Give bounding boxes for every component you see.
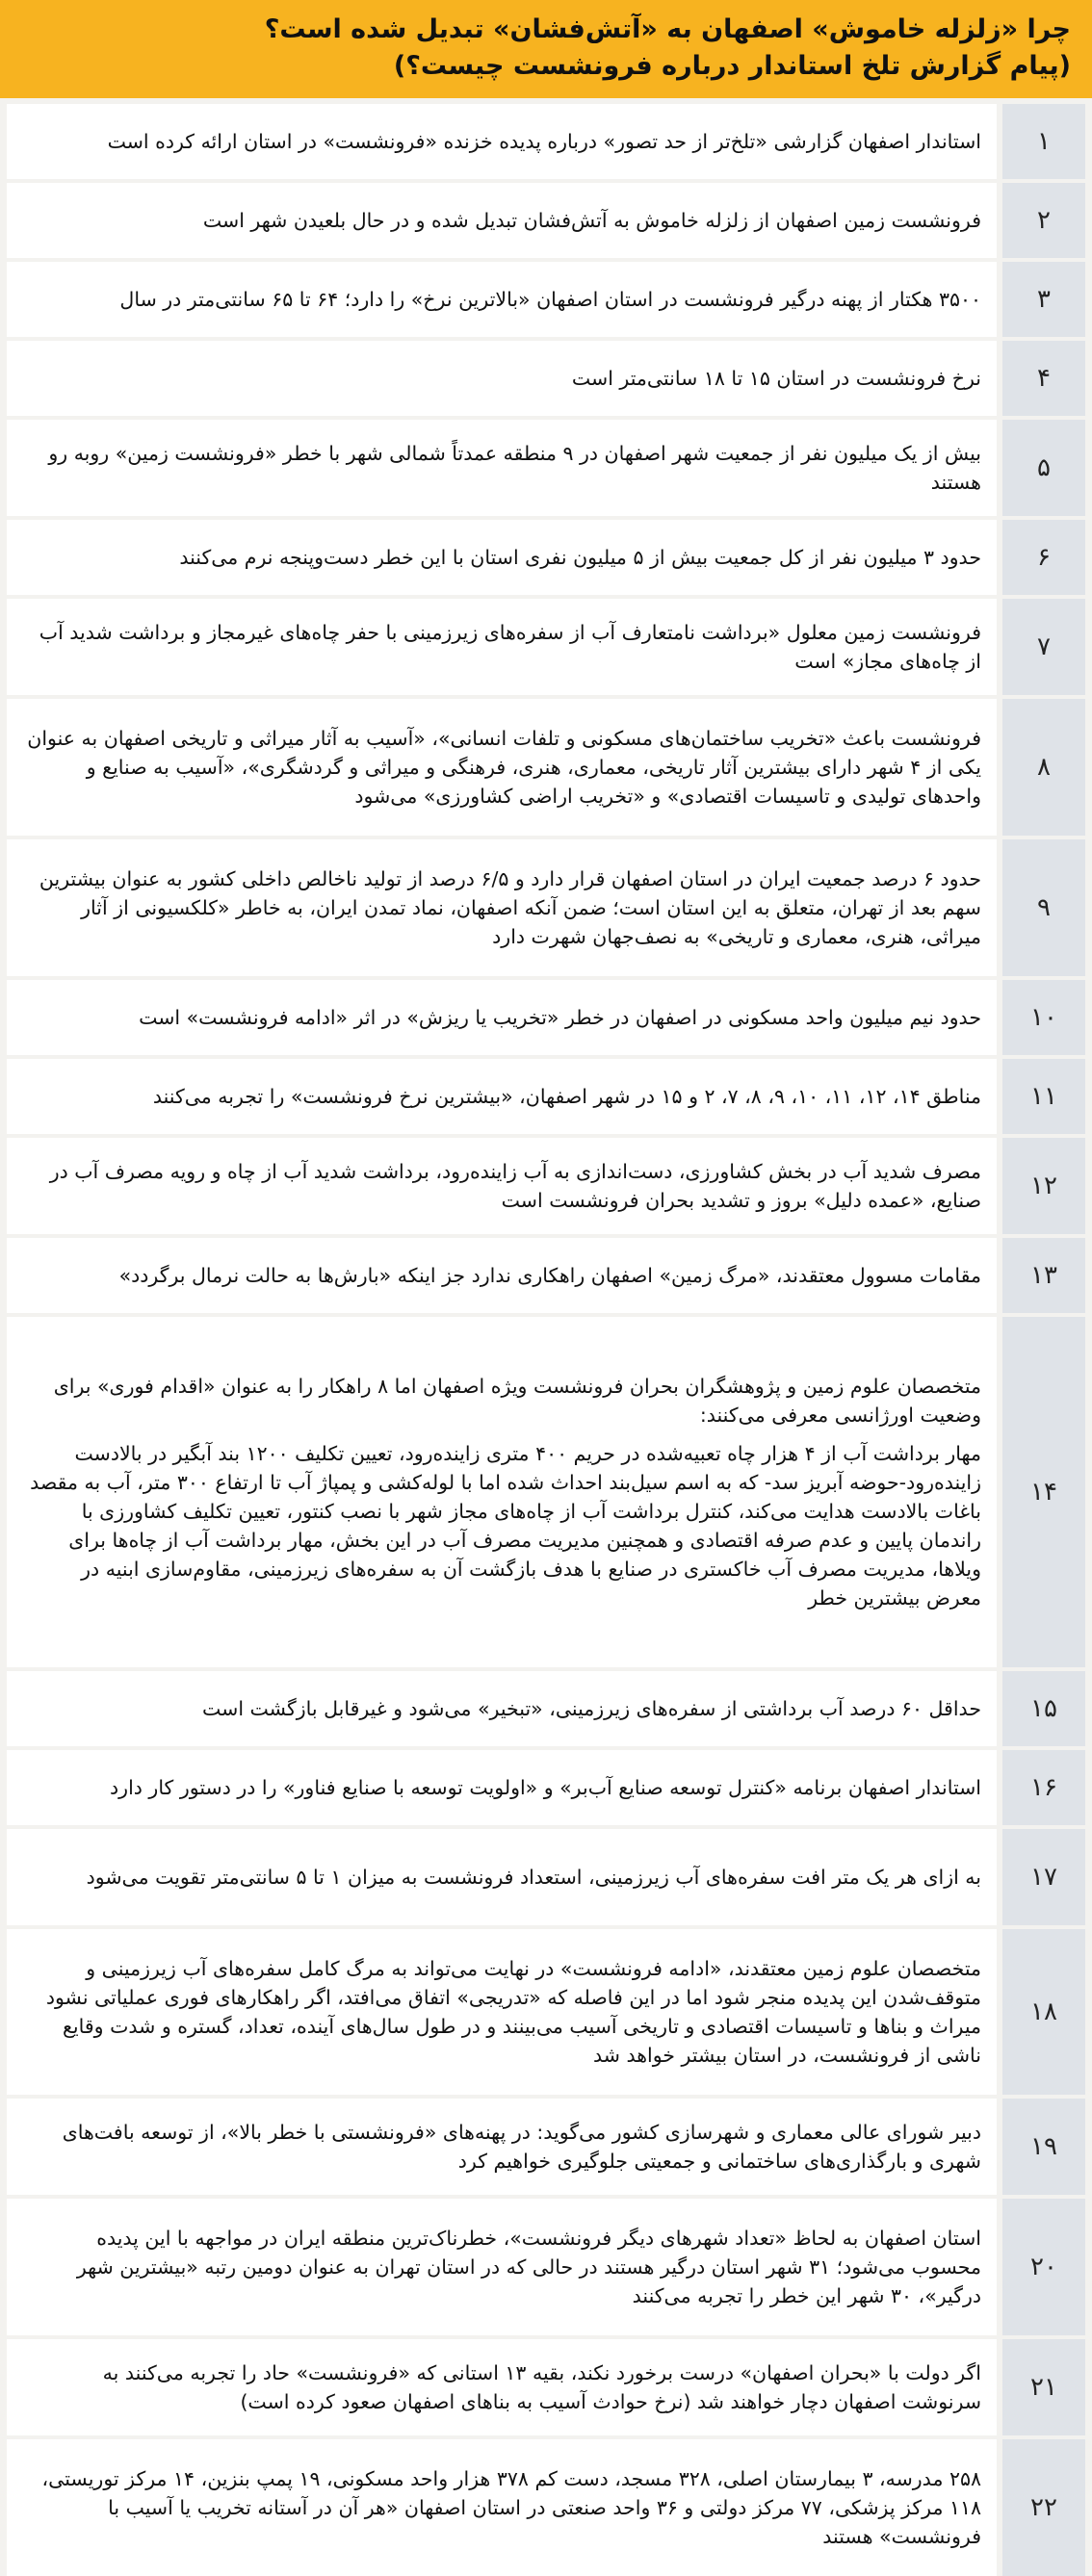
row-text: مقامات مسوول معتقدند، «مرگ زمین» اصفهان راهکاری ندارد جز اینکه «بارش‌ها به حالت نرمال برگردد» (118, 1264, 981, 1287)
row-number: ۱۷ (1002, 1829, 1085, 1925)
row-number: ۸ (1002, 699, 1085, 836)
row-text: فرونشست زمین اصفهان از زلزله خاموش به آتش‌فشان تبدیل شده و در حال بلعیدن شهر است (202, 209, 981, 232)
row-number: ۱۸ (1002, 1929, 1085, 2095)
table-row (7, 1317, 1085, 1667)
row-number: ۹ (1002, 839, 1085, 976)
row-number: ۶ (1002, 520, 1085, 595)
table-row (7, 2439, 1085, 2576)
row-text: اگر دولت با «بحران اصفهان» درست برخورد نکند، بقیه ۱۳ استانی که «فرونشست» حاد را تجربه می‌کنند به سرنوشت اصفهان دچار خواهند شد (نرخ حوادث آسیب به بناهای اصفهان صعود کرده است) (102, 2361, 981, 2413)
row-text: بیش از یک میلیون نفر از جمعیت شهر اصفهان در ۹ منطقه عمدتاً شمالی شهر با خطر «فرونشست زمین» روبه رو هستند (48, 442, 981, 494)
row-text: نرخ فرونشست در استان ۱۵ تا ۱۸ سانتی‌متر است (571, 367, 981, 390)
table-row (7, 980, 1085, 1055)
row-number: ۴ (1002, 341, 1085, 416)
row-text-cell (7, 1671, 997, 1746)
row-text-cell (7, 2099, 997, 2195)
row-text: مناطق ۱۴، ۱۲، ۱۱، ۱۰، ۹، ۸، ۷، ۲ و ۱۵ در شهر اصفهان، «بیشترین نرخ فرونشست» را تجربه می‌کنند (152, 1085, 981, 1108)
table-row (7, 2099, 1085, 2195)
table-row (7, 341, 1085, 416)
header-banner (0, 0, 1092, 98)
row-number: ۳ (1002, 262, 1085, 337)
table-row (7, 1138, 1085, 1234)
row-text: فرونشست باعث «تخریب ساختمان‌های مسکونی و تلفات انسانی»، «آسیب به آثار میراثی و تاریخی اصفهان به عنوان یکی از ۴ شهر دارای بیشترین آثار تاریخی، معماری، هنری، فرهنگی و میراثی و گردشگری»، «آسیب به صنایع و واحدهای تولیدی و تاسیسات اقتصادی» و «تخریب اراضی کشاورزی» می‌شود (27, 727, 981, 808)
row-number: ۱۱ (1002, 1059, 1085, 1134)
table-row (7, 183, 1085, 258)
table-row (7, 1929, 1085, 2095)
row-text-detail: مهار برداشت آب از ۴ هزار چاه تعبیه‌شده در حریم ۴۰۰ متری زاینده‌رود، تعیین تکلیف ۱۲۰۰ بند آبگیر در بالادست زاینده‌رود-حوضه آبریز سد- که به اسم سیل‌بند احداث شده اما با لوله‌کشی و پمپاژ آب تا ارتفاع ۳۰۰ متر، آب به مقصد باغات بالادست هدایت می‌کند، کنترل برداشت آب از چاه‌های مجاز شهر با نصب کنتور، تعیین تکلیف کشاورزی با راندمان پایین و عدم صرفه اقتصادی و همچنین مدیریت مصرف آب در این بخش، مهار برداشت آب از چاه‌ها برای ویلاها، مدیریت مصرف آب خاکستری در صنایع با هدف بازگشت آن به سفره‌های زیرزمینی، مقاوم‌سازی ابنیه در معرض بیشترین خطر (30, 1442, 981, 1610)
row-text: حداقل ۶۰ درصد آب برداشتی از سفره‌های زیرزمینی، «تبخیر» می‌شود و غیرقابل بازگشت است (202, 1697, 981, 1720)
page-subtitle: (پیام گزارش تلخ استاندار درباره فرونشست چیست؟) (393, 51, 1071, 81)
row-text-cell (7, 1929, 997, 2095)
row-number: ۲۰ (1002, 2199, 1085, 2335)
row-text: ۲۵۸ مدرسه، ۳ بیمارستان اصلی، ۳۲۸ مسجد، دست کم ۳۷۸ هزار واحد مسکونی، ۱۹ پمپ بنزین، ۱۴ مرکز توریستی، ۱۱۸ مرکز پزشکی، ۷۷ مرکز دولتی و ۳۶ واحد صنعتی در استان اصفهان «هر آن در آستانه تخریب یا آسیب با فرونشست» هستند (41, 2467, 981, 2548)
row-number: ۱۳ (1002, 1238, 1085, 1313)
table-row (7, 599, 1085, 695)
row-number: ۲ (1002, 183, 1085, 258)
row-number: ۷ (1002, 599, 1085, 695)
row-number: ۱۶ (1002, 1750, 1085, 1825)
row-text: حدود ۶ درصد جمعیت ایران در استان اصفهان قرار دارد و ۶/۵ درصد از تولید ناخالص داخلی کشور به عنوان بیشترین سهم بعد از تهران، متعلق به این استان است؛ ضمن آنکه اصفهان، نماد تمدن ایران، به خاطر «کلکسیونی از آثار میراثی، هنری، معماری و تاریخی» به نصف‌جهان شهرت دارد (39, 867, 981, 948)
row-text: متخصصان علوم زمین معتقدند، «ادامه فرونشست» در نهایت می‌تواند به مرگ کامل سفره‌های آب زیرزمینی و متوقف‌شدن این پدیده منجر شود اما در این فاصله که «تدریجی» اتفاق می‌افتد، اگر راهکارهای فوری عملیاتی نشود میراث و بناها و تاسیسات اقتصادی و تاریخی آسیب می‌بینند و در طول سال‌های آینده، تعداد، گستره و شدت وقایع ناشی از فرونشست، در استان بیشتر خواهد شد (45, 1957, 981, 2067)
row-text-cell (7, 1238, 997, 1313)
row-number: ۱ (1002, 104, 1085, 179)
row-text-cell (7, 699, 997, 836)
row-text-cell (7, 262, 997, 337)
table-row (7, 1671, 1085, 1746)
page-title: چرا «زلزله خاموش» اصفهان به «آتش‌فشان» تبدیل شده است؟ (264, 14, 1071, 44)
row-text: دبیر شورای عالی معماری و شهرسازی کشور می‌گوید: در پهنه‌های «فرونشستی با خطر بالا»، از توسعه بافت‌های شهری و بارگذاری‌های ساختمانی و جمعیتی جلوگیری خواهیم کرد (62, 2121, 981, 2173)
row-text: حدود نیم میلیون واحد مسکونی در اصفهان در خطر «تخریب یا ریزش» در اثر «ادامه فرونشست» است (139, 1006, 981, 1029)
table-row (7, 839, 1085, 976)
row-text: فرونشست زمین معلول «برداشت نامتعارف آب از سفره‌های زیرزمینی با حفر چاه‌های غیرمجاز و برداشت شدید آب از چاه‌های مجاز» است (39, 621, 981, 673)
row-text-cell (7, 1138, 997, 1234)
row-number: ۱۹ (1002, 2099, 1085, 2195)
row-text-cell (7, 1750, 997, 1825)
row-number: ۱۵ (1002, 1671, 1085, 1746)
table-row (7, 420, 1085, 516)
row-text-cell (7, 183, 997, 258)
table-row (7, 1750, 1085, 1825)
row-number: ۱۰ (1002, 980, 1085, 1055)
row-text: متخصصان علوم زمین و پژوهشگران بحران فرونشست ویژه اصفهان اما ۸ راهکار را به عنوان «اقدام فوری» برای وضعیت اورژانسی معرفی می‌کنند: (53, 1375, 981, 1427)
row-text: استاندار اصفهان برنامه «کنترل توسعه صنایع آب‌بر» و «اولویت توسعه با صنایع فناور» را در دستور کار دارد (110, 1776, 981, 1799)
table-row (7, 1238, 1085, 1313)
table-row (7, 104, 1085, 179)
row-text-cell (7, 341, 997, 416)
row-text: حدود ۳ میلیون نفر از کل جمعیت بیش از ۵ میلیون نفری استان با این خطر دست‌وپنجه نرم می‌کنند (179, 546, 981, 569)
row-number: ۵ (1002, 420, 1085, 516)
table-row (7, 2199, 1085, 2335)
row-text-cell (7, 2339, 997, 2435)
row-number: ۱۲ (1002, 1138, 1085, 1234)
row-text-cell (7, 520, 997, 595)
table-row (7, 262, 1085, 337)
table-row (7, 2339, 1085, 2435)
row-text-cell (7, 599, 997, 695)
row-number: ۲۱ (1002, 2339, 1085, 2435)
row-text-cell (7, 104, 997, 179)
row-text: استاندار اصفهان گزارشی «تلخ‌تر از حد تصور» درباره پدیده خزنده «فرونشست» در استان ارائه کرده است (107, 130, 981, 153)
row-text: ۳۵۰۰ هکتار از پهنه درگیر فرونشست در استان اصفهان «بالاترین نرخ» را دارد؛ ۶۴ تا ۶۵ سانتی‌متر در سال (119, 288, 981, 311)
row-text-cell (7, 839, 997, 976)
row-text-cell (7, 1059, 997, 1134)
row-text-cell (7, 980, 997, 1055)
table-row (7, 520, 1085, 595)
row-text: به ازای هر یک متر افت سفره‌های آب زیرزمینی، استعداد فرونشست به میزان ۱ تا ۵ سانتی‌متر تقویت می‌شود (86, 1866, 981, 1889)
row-text: مصرف شدید آب در بخش کشاورزی، دست‌اندازی به آب زاینده‌رود، برداشت شدید آب از چاه و رویه مصرف آب در صنایع، «عمده دلیل» بروز و تشدید بحران فرونشست است (49, 1160, 981, 1212)
row-text: استان اصفهان به لحاظ «تعداد شهرهای دیگر فرونشست»، خطرناک‌ترین منطقه ایران در مواجهه با این پدیده محسوب می‌شود؛ ۳۱ شهر استان درگیر هستند در حالی که در استان تهران به عنوان دومین رتبه «بیشترین شهر درگیر»، ۳۰ شهر این خطر را تجربه می‌کنند (76, 2227, 981, 2307)
row-text-cell (7, 420, 997, 516)
row-text-cell (7, 2199, 997, 2335)
row-number: ۱۴ (1002, 1317, 1085, 1667)
row-text-cell (7, 2439, 997, 2576)
row-number: ۲۲ (1002, 2439, 1085, 2576)
row-text-cell (7, 1317, 997, 1667)
table-row (7, 1829, 1085, 1925)
table-row (7, 1059, 1085, 1134)
row-text-cell (7, 1829, 997, 1925)
table-row (7, 699, 1085, 836)
